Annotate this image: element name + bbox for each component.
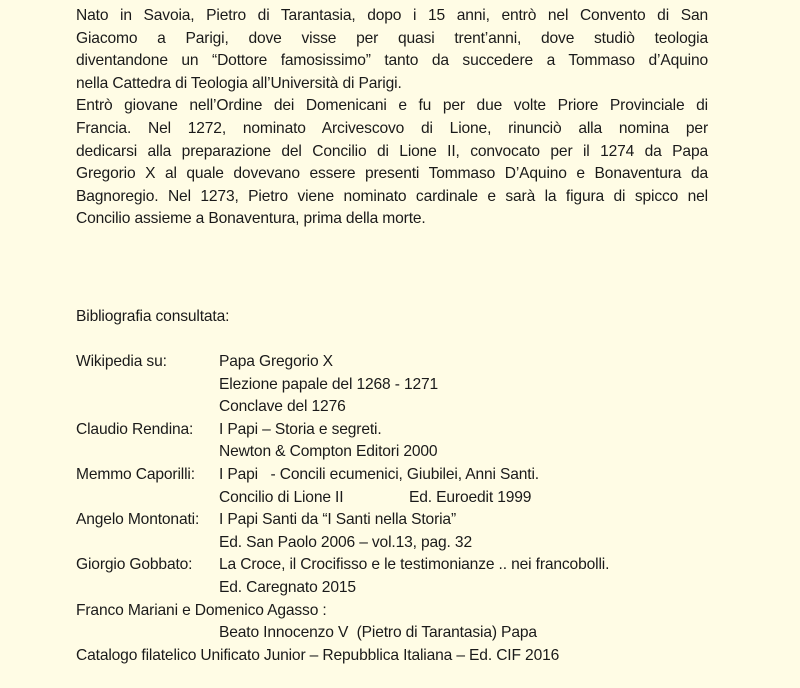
- bibliography-entry: [76, 351, 776, 374]
- bibliography-entry: [76, 577, 776, 600]
- bibliography-entry: [76, 374, 776, 397]
- text-line: nella Cattedra di Teologia all’Università di Parigi.: [76, 74, 402, 92]
- bibliography-author: Memmo Caporilli:: [76, 465, 195, 483]
- bibliography-entry: [76, 396, 776, 419]
- bibliography-work: Ed. San Paolo 2006 – vol.13, pag. 32: [219, 533, 472, 551]
- text-line: Bagnoregio. Nel 1273, Pietro viene nominato cardinale e sarà la figura di spicco nel: [76, 187, 708, 205]
- bibliography-work: Papa Gregorio X: [219, 353, 333, 370]
- bibliography-entry: [76, 554, 776, 577]
- bibliography-publisher: Ed. Euroedit 1999: [409, 488, 532, 506]
- text-line: Nato in Savoia, Pietro di Tarantasia, dopo i 15 anni, entrò nel Convento di San: [76, 7, 708, 24]
- text-line: Concilio assieme a Bonaventura, prima della morte.: [76, 210, 426, 228]
- bibliography-work: Elezione papale del 1268 - 1271: [219, 375, 439, 393]
- bibliography-work: I Papi - Concili ecumenici, Giubilei, Anni Santi.: [219, 465, 539, 483]
- paragraph-biography-1: [76, 5, 708, 95]
- text-line: Francia. Nel 1272, nominato Arcivescovo di Lione, rinunciò alla nomina per: [76, 119, 708, 137]
- bibliography-entry: [76, 532, 776, 555]
- bibliography-entry: [76, 645, 776, 668]
- bibliography-entry: [76, 600, 776, 623]
- bibliography-catalog: Catalogo filatelico Unificato Junior – Repubblica Italiana – Ed. CIF 2016: [76, 646, 560, 664]
- bibliography-entry: [76, 464, 776, 487]
- text-line: Entrò giovane nell’Ordine dei Domenicani e fu per due volte Priore Provinciale di: [76, 97, 708, 115]
- bibliography-work: Concilio di Lione II: [219, 488, 344, 506]
- bibliography-work: I Papi – Storia e segreti.: [219, 420, 382, 438]
- text-line: dedicarsi alla preparazione del Concilio di Lione II, convocato per il 1274 da Papa: [76, 142, 708, 160]
- text-line: Giacomo a Parigi, dove visse per quasi trent’anni, dove studiò teologia: [76, 29, 708, 47]
- bibliography-entry: [76, 487, 776, 510]
- text-line: Gregorio X al quale dovevano essere presenti Tommaso D’Aquino e Bonaventura da: [76, 165, 708, 183]
- bibliography-heading: Bibliografia consultata:: [76, 308, 230, 325]
- bibliography-work: Newton & Compton Editori 2000: [219, 443, 438, 461]
- bibliography-list: [76, 351, 776, 667]
- text-line: diventandone un “Dottore famosissimo” tanto da succedere a Tommaso d’Aquino: [76, 52, 708, 70]
- bibliography-entry: [76, 419, 776, 442]
- bibliography-work: La Croce, il Crocifisso e le testimonianze .. nei francobolli.: [219, 556, 610, 574]
- paragraph-biography-2: [76, 95, 708, 231]
- bibliography-author: Franco Mariani e Domenico Agasso :: [76, 601, 327, 619]
- bibliography-entry: [76, 509, 776, 532]
- bibliography-work: Ed. Caregnato 2015: [219, 578, 356, 596]
- bibliography-work: I Papi Santi da “I Santi nella Storia”: [219, 511, 457, 529]
- bibliography-author: Giorgio Gobbato:: [76, 556, 193, 574]
- bibliography-author: Angelo Montonati:: [76, 511, 200, 529]
- bibliography-entry: [76, 622, 776, 645]
- bibliography-work: Beato Innocenzo V (Pietro di Tarantasia) Papa: [219, 624, 537, 642]
- bibliography-author: Wikipedia su:: [76, 353, 167, 370]
- bibliography-author: Claudio Rendina:: [76, 420, 194, 438]
- bibliography-entry: [76, 441, 776, 464]
- document-body: [76, 5, 708, 231]
- bibliography-work: Conclave del 1276: [219, 398, 346, 416]
